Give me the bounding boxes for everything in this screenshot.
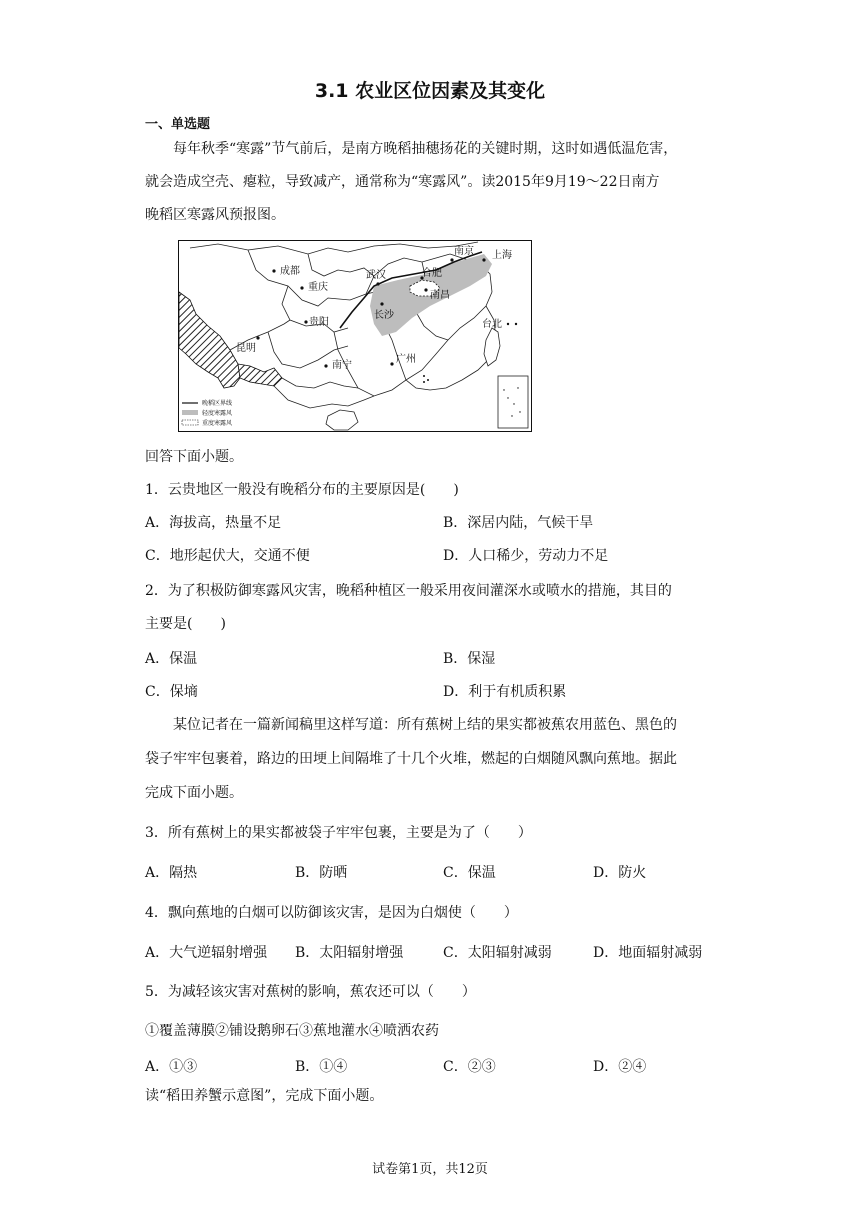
page-footer: 试卷第1页，共12页: [372, 1162, 488, 1177]
q4-option-a: A．大气逆辐射增强: [145, 945, 268, 961]
city-label-chongqing: 重庆: [308, 282, 328, 293]
q2-option-b: B．保湿: [443, 651, 496, 667]
city-label-guiyang: 贵阳: [309, 317, 329, 328]
intro1-line2: 就会造成空壳、瘪粒，导致减产，通常称为“寒露风”。读2015年9月19～22日南方: [145, 174, 660, 190]
q3-option-b: B．防晒: [295, 865, 348, 881]
q4-option-b: B．太阳辐射增强: [295, 945, 404, 961]
q3-option-d: D．防火: [593, 865, 647, 881]
q1-option-d: D．人口稀少，劳动力不足: [443, 548, 609, 564]
intro2-line3: 完成下面小题。: [145, 785, 243, 801]
q5-option-d: D．②④: [593, 1059, 647, 1075]
intro1-line3: 晚稻区寒露风预报图。: [145, 207, 285, 223]
city-label-hefei: 合肥: [422, 268, 442, 279]
q5-option-a: A．①③: [145, 1059, 198, 1075]
question-3: 3．所有蕉树上的果实都被袋子牢牢包裹，主要是为了（ ）: [145, 825, 532, 841]
q2-option-c: C．保墒: [145, 684, 198, 700]
question-2-line1: 2．为了积极防御寒露风灾害，晚稻种植区一般采用夜间灌深水或喷水的措施，其目的: [145, 583, 672, 599]
q5-option-b: B．①④: [295, 1059, 348, 1075]
city-label-changsha: 长沙: [374, 310, 394, 321]
q3-option-c: C．保温: [443, 865, 496, 881]
city-label-wuhan: 武汉: [366, 270, 386, 281]
question-4: 4．飘向蕉地的白烟可以防御该灾害，是因为白烟使（ ）: [145, 905, 518, 921]
q1-option-a: A．海拔高，热量不足: [145, 515, 282, 531]
q1-option-c: C．地形起伏大，交通不便: [145, 548, 310, 564]
q5-option-c: C．②③: [443, 1059, 496, 1075]
question-1: 1．云贵地区一般没有晚稻分布的主要原因是( ): [145, 482, 459, 498]
q1-option-b: B．深居内陆，气候干旱: [443, 515, 594, 531]
question-5: 5．为减轻该灾害对蕉树的影响，蕉农还可以（ ）: [145, 984, 476, 1000]
q5-items: ①覆盖薄膜②铺设鹅卵石③蕉地灌水④喷洒农药: [145, 1023, 439, 1039]
intro1-line1: 每年秋季“寒露”节气前后，是南方晚稻抽穗扬花的关键时期，这时如遇低温危害，: [173, 141, 678, 157]
page-title: 3.1 农业区位因素及其变化: [314, 80, 546, 102]
legend-light: 轻度寒露风: [202, 410, 233, 417]
legend-heavy: 重度寒露风: [202, 420, 233, 427]
question-2-line2: 主要是( ): [145, 616, 226, 632]
q4-option-d: D．地面辐射减弱: [593, 945, 703, 961]
q2-option-a: A．保温: [145, 651, 198, 667]
city-label-nanchang: 南昌: [430, 290, 450, 301]
q2-option-d: D．利于有机质积累: [443, 684, 567, 700]
legend-boundary: 晚稻区界线: [202, 400, 233, 407]
city-label-shanghai: 上海: [492, 250, 512, 261]
intro2-line1: 某位记者在一篇新闻稿里这样写道：所有蕉树上结的果实都被蕉农用蓝色、黑色的: [173, 717, 677, 733]
after-map-text: 回答下面小题。: [145, 449, 243, 465]
map-legend: [179, 398, 257, 431]
section-heading: 一、单选题: [145, 117, 211, 132]
city-label-taipei: 台北: [482, 319, 502, 330]
city-label-nanjing: 南京: [454, 246, 474, 257]
city-label-nanning: 南宁: [332, 360, 352, 371]
city-label-guangzhou: 广州: [396, 354, 416, 365]
intro2-line2: 袋子牢牢包裹着，路边的田埂上间隔堆了十几个火堆，燃起的白烟随风飘向蕉地。据此: [145, 751, 677, 767]
q4-option-c: C．太阳辐射减弱: [443, 945, 552, 961]
city-label-chengdu: 成都: [280, 266, 300, 277]
city-label-kunming: 昆明: [236, 343, 256, 354]
intro3: 读“稻田养蟹示意图”，完成下面小题。: [145, 1088, 384, 1104]
frost-wind-forecast-map: [178, 240, 532, 432]
q3-option-a: A．隔热: [145, 865, 198, 881]
